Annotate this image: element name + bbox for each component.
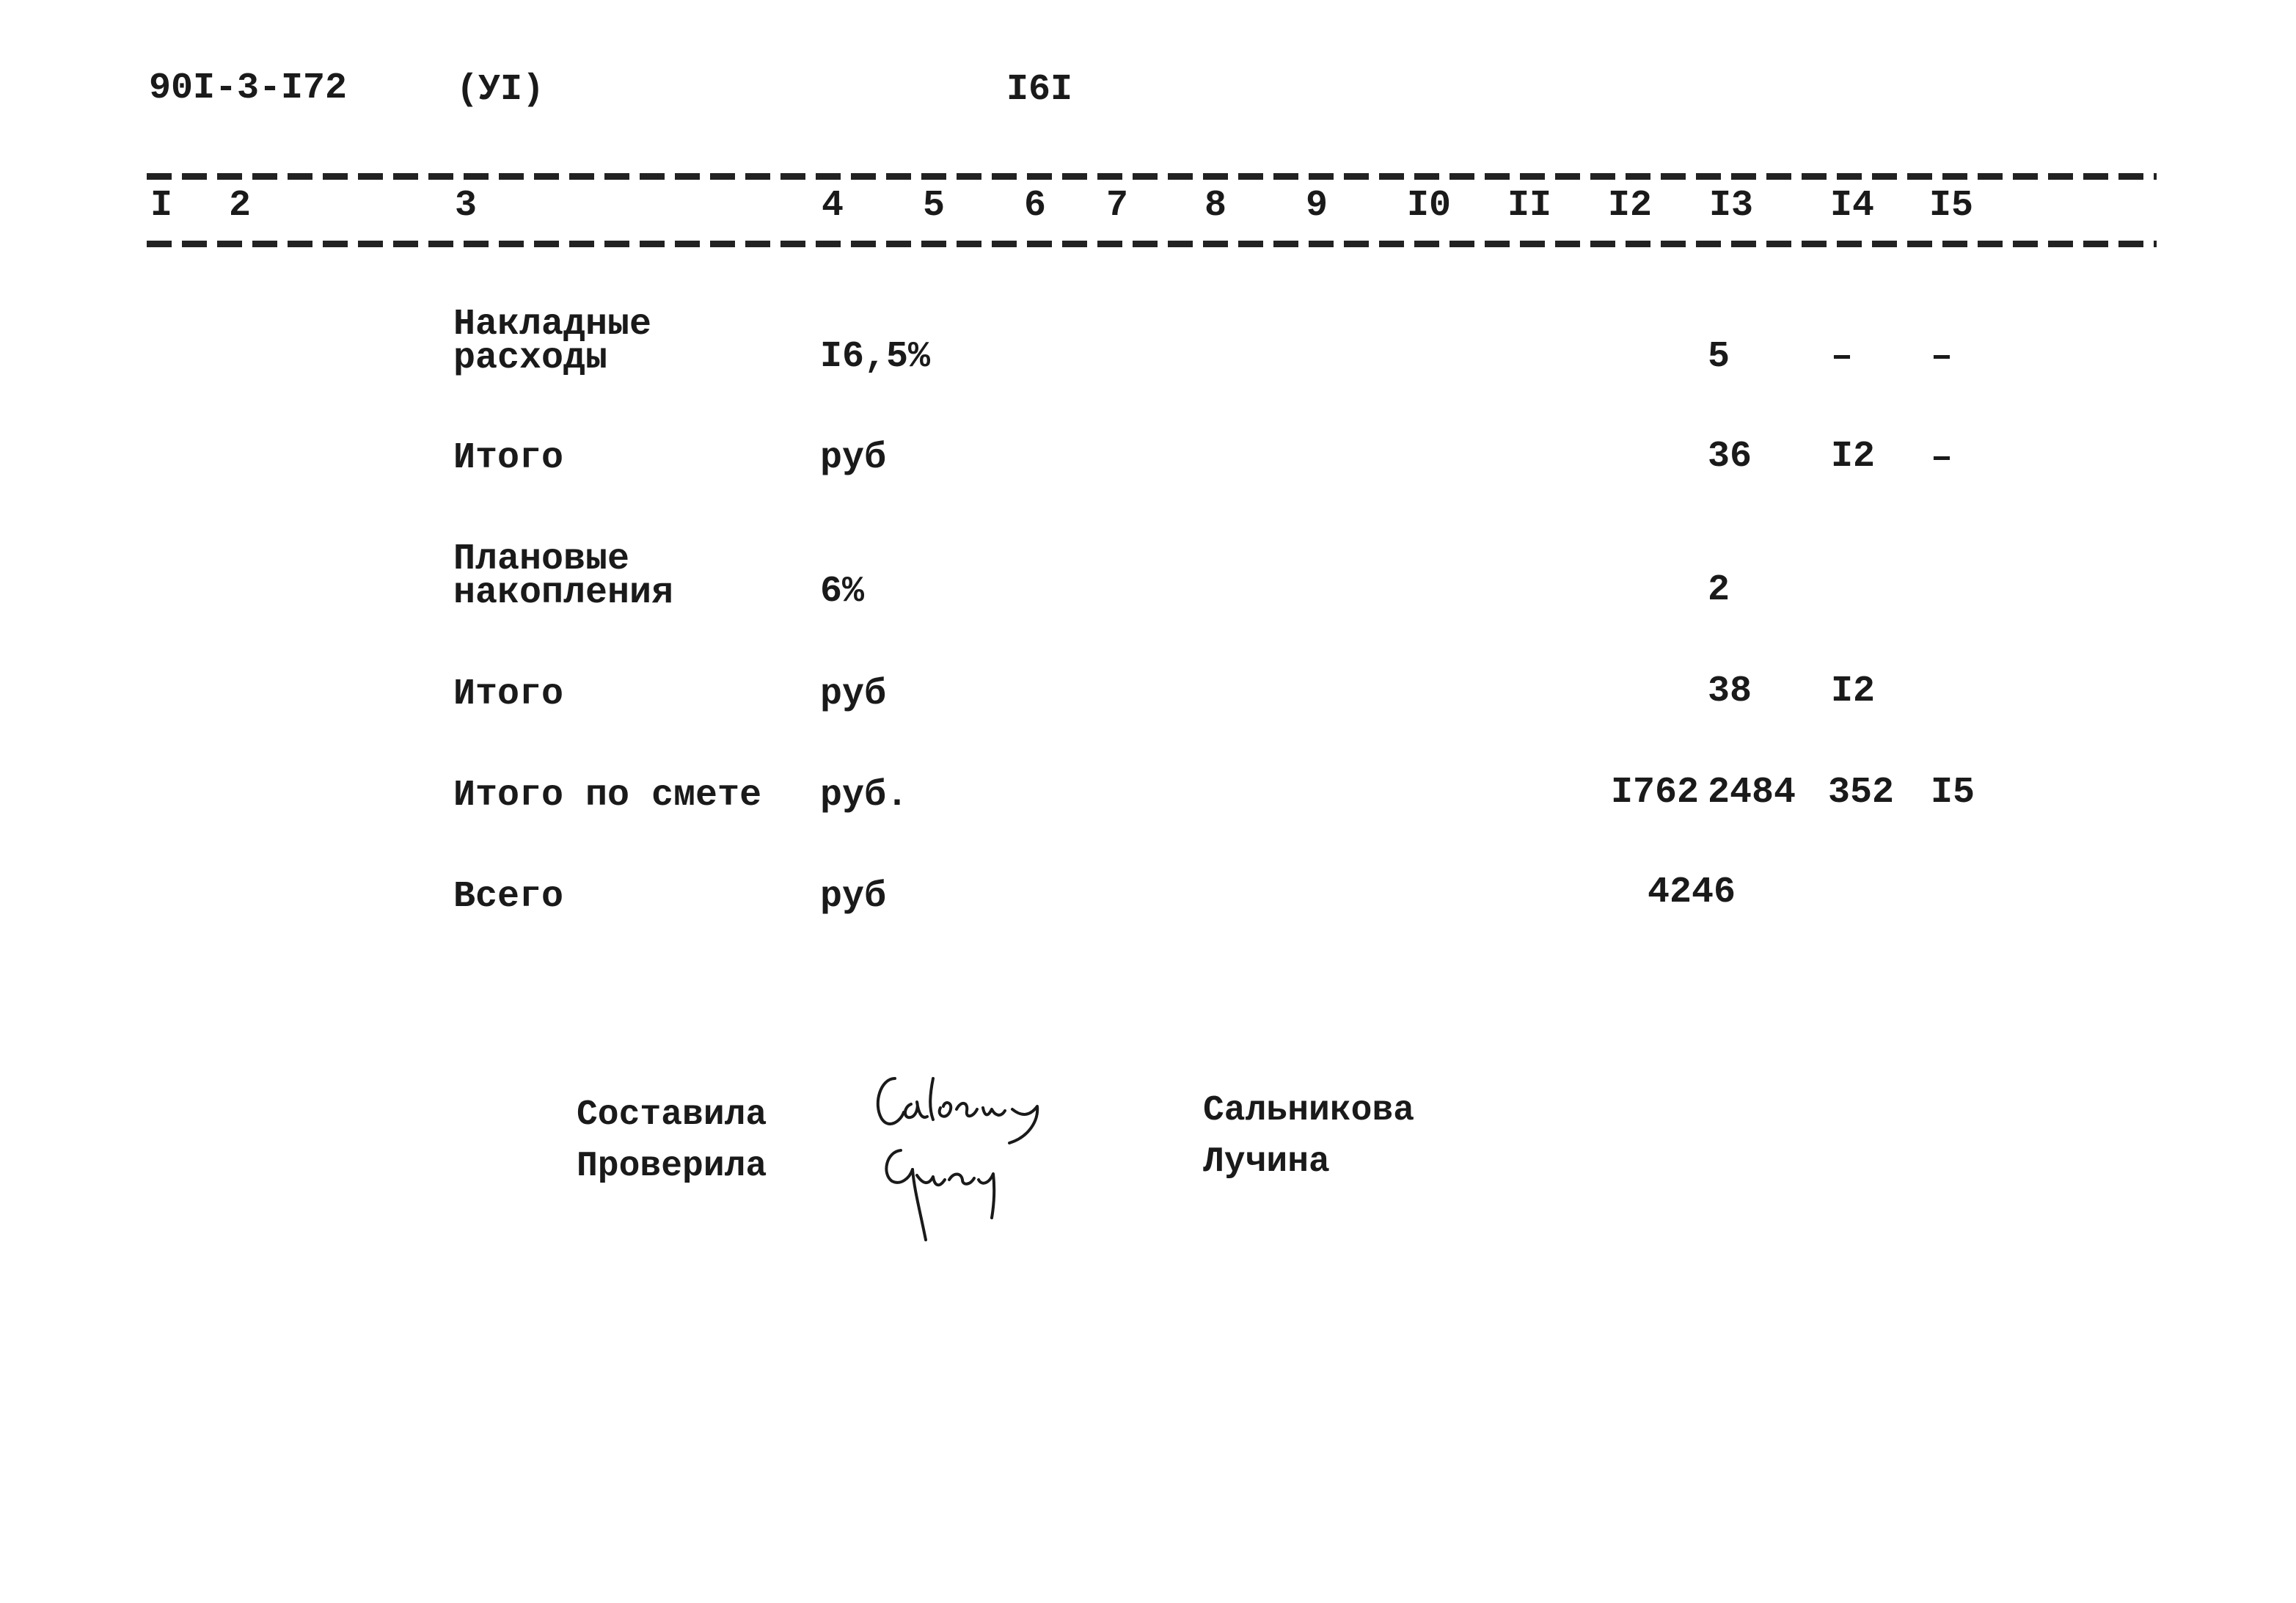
checker-name: Лучина [1203,1142,1330,1182]
bottom-dashed-rule [147,241,2157,247]
row-label: Плановые накопления [453,538,674,614]
column-number: II [1507,185,1552,227]
compiled-by-label: Составила [577,1095,767,1135]
cell-col13: 5 [1708,336,1730,378]
compiler-name: Сальникова [1203,1091,1415,1131]
doc-code: 90I-3-I72 [149,67,348,109]
column-number: I4 [1830,185,1875,227]
row-label: Итого [453,673,564,715]
column-number: I5 [1929,185,1974,227]
column-number: I2 [1608,185,1653,227]
row-label: Итого [453,437,564,479]
column-number: 5 [923,185,946,227]
column-number: 7 [1106,185,1129,227]
cell-col15: – [1931,336,1953,378]
row-unit: I6,5% [820,336,931,378]
row-unit: руб [820,437,887,479]
column-number: 2 [229,185,252,227]
cell-col14: I2 [1831,671,1876,712]
row-unit: руб [820,673,887,715]
row-label: Итого по смете [453,775,762,817]
row-label: Всего [453,876,564,918]
column-number: 8 [1204,185,1227,227]
cell-col13: 2 [1708,569,1730,611]
row-unit: 6% [820,571,865,613]
cell-col14: 352 [1828,772,1895,814]
cell-col14: – [1831,336,1854,378]
column-number: 6 [1024,185,1047,227]
row-unit: руб [820,876,887,918]
cell-col15: I5 [1931,772,1975,814]
row-unit: руб. [820,775,909,817]
cell-col12: I762 [1611,772,1700,814]
checked-by-label: Проверила [577,1147,767,1186]
column-number: 3 [455,185,478,227]
page-number: I6I [1006,69,1073,111]
cell-col15: – [1931,437,1953,479]
column-number: 4 [822,185,844,227]
cell-col13: 2484 [1708,772,1796,814]
column-number: I3 [1709,185,1754,227]
cell-col13: 36 [1708,436,1752,478]
top-dashed-rule [147,173,2157,180]
column-number: 9 [1306,185,1328,227]
section-label: (УI) [456,69,545,111]
cell-col14: I2 [1831,436,1876,478]
grand-total: 4246 [1648,872,1736,913]
column-number: I0 [1407,185,1452,227]
handwritten-signature-luchina [871,1137,1018,1247]
column-number: I [150,185,173,227]
row-label: Накладные расходы [453,304,652,379]
cell-col13: 38 [1708,671,1752,712]
